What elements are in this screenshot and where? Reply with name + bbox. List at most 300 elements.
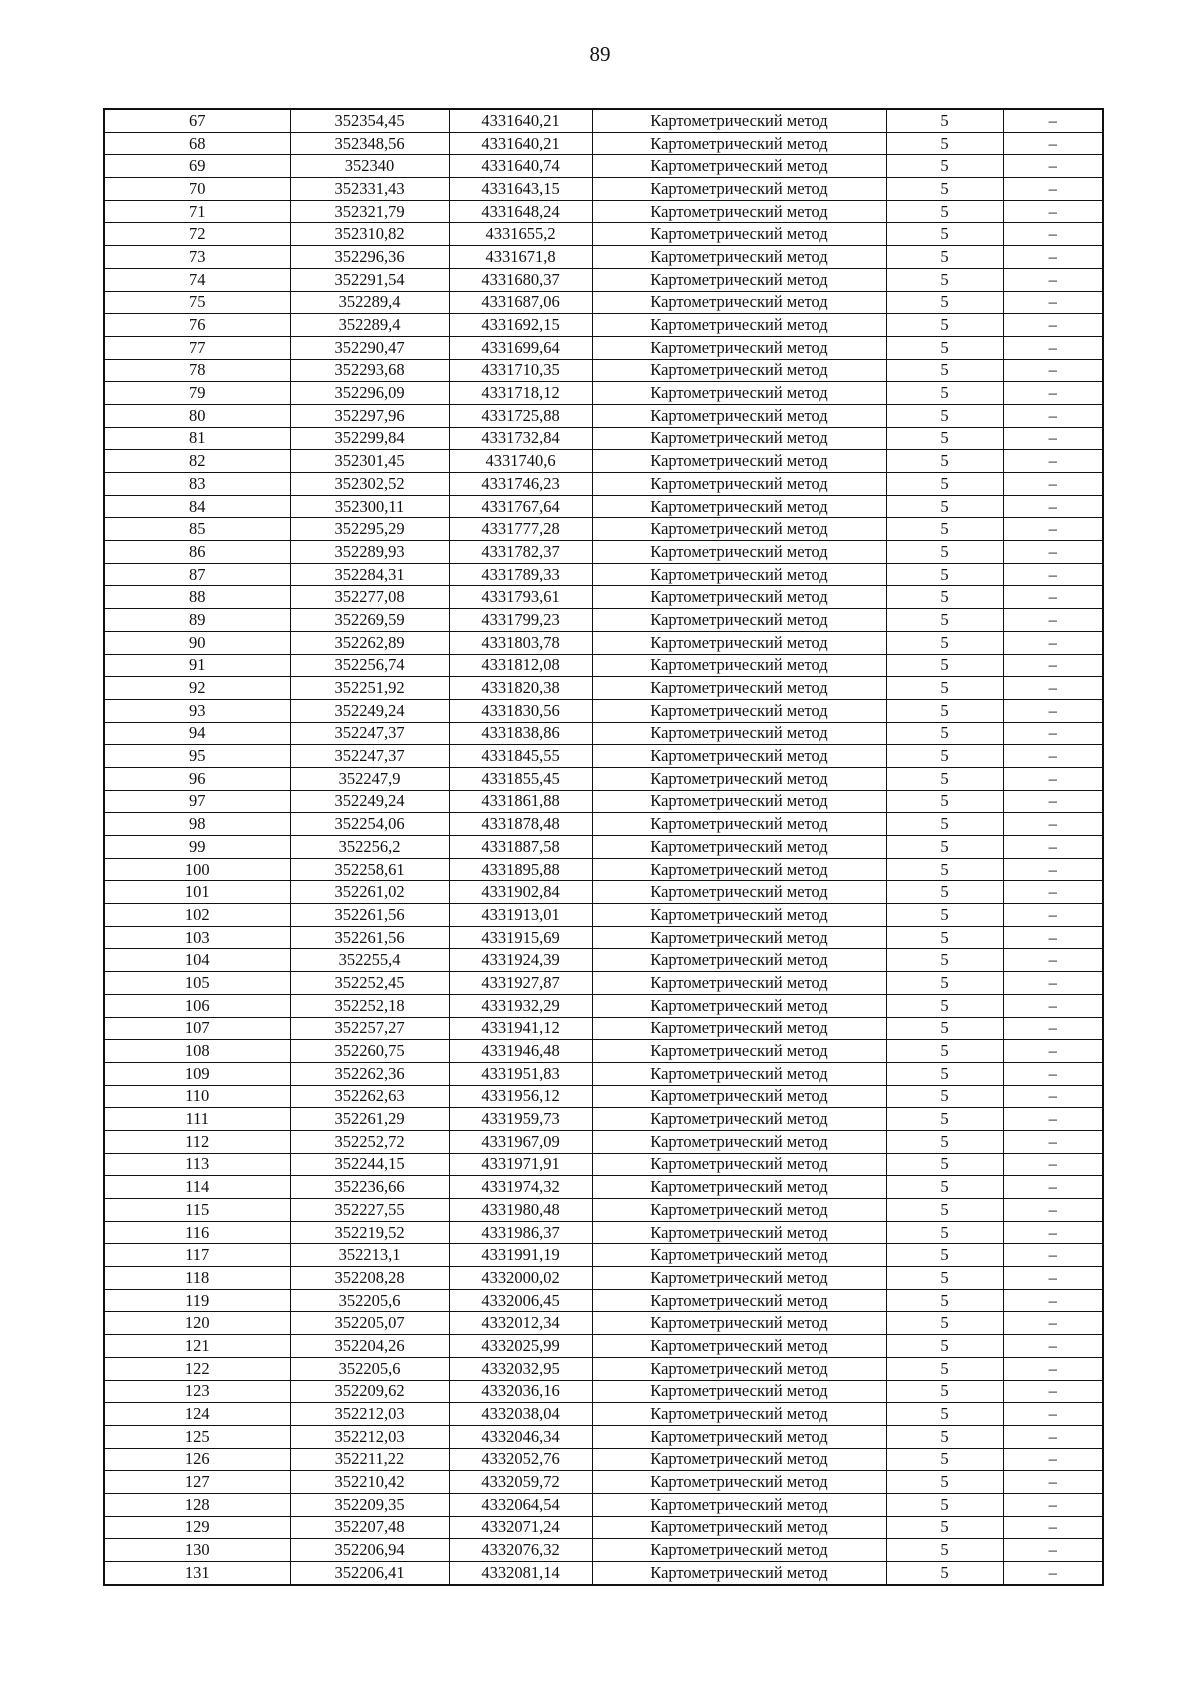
accuracy-cell: 5 bbox=[886, 314, 1003, 337]
point-number-cell: 71 bbox=[104, 200, 290, 223]
description-cell: – bbox=[1003, 722, 1103, 745]
point-number-cell: 122 bbox=[104, 1357, 290, 1380]
x-coordinate-cell: 352254,06 bbox=[290, 813, 449, 836]
table-row bbox=[104, 109, 1103, 132]
accuracy-cell: 5 bbox=[886, 813, 1003, 836]
description-cell: – bbox=[1003, 178, 1103, 201]
accuracy-cell: 5 bbox=[886, 291, 1003, 314]
method-cell: Картометрический метод bbox=[592, 382, 886, 405]
x-coordinate-cell: 352261,56 bbox=[290, 904, 449, 927]
description-cell: – bbox=[1003, 586, 1103, 609]
accuracy-cell: 5 bbox=[886, 1199, 1003, 1222]
x-coordinate-cell: 352208,28 bbox=[290, 1267, 449, 1290]
point-number-cell: 99 bbox=[104, 836, 290, 859]
point-number-cell: 131 bbox=[104, 1562, 290, 1585]
accuracy-cell: 5 bbox=[886, 1425, 1003, 1448]
description-cell: – bbox=[1003, 109, 1103, 132]
point-number-cell: 98 bbox=[104, 813, 290, 836]
table-row bbox=[104, 1199, 1103, 1222]
point-number-cell: 126 bbox=[104, 1448, 290, 1471]
accuracy-cell: 5 bbox=[886, 382, 1003, 405]
point-number-cell: 81 bbox=[104, 427, 290, 450]
method-cell: Картометрический метод bbox=[592, 1380, 886, 1403]
description-cell: – bbox=[1003, 1244, 1103, 1267]
method-cell: Картометрический метод bbox=[592, 268, 886, 291]
description-cell: – bbox=[1003, 1267, 1103, 1290]
method-cell: Картометрический метод bbox=[592, 858, 886, 881]
accuracy-cell: 5 bbox=[886, 1471, 1003, 1494]
accuracy-cell: 5 bbox=[886, 563, 1003, 586]
description-cell: – bbox=[1003, 518, 1103, 541]
table-row bbox=[104, 1380, 1103, 1403]
x-coordinate-cell: 352207,48 bbox=[290, 1516, 449, 1539]
point-number-cell: 108 bbox=[104, 1040, 290, 1063]
table-row bbox=[104, 518, 1103, 541]
description-cell: – bbox=[1003, 1130, 1103, 1153]
point-number-cell: 100 bbox=[104, 858, 290, 881]
table-row bbox=[104, 314, 1103, 337]
x-coordinate-cell: 352261,02 bbox=[290, 881, 449, 904]
accuracy-cell: 5 bbox=[886, 404, 1003, 427]
description-cell: – bbox=[1003, 1221, 1103, 1244]
description-cell: – bbox=[1003, 382, 1103, 405]
table-row bbox=[104, 291, 1103, 314]
y-coordinate-cell: 4331789,33 bbox=[449, 563, 592, 586]
description-cell: – bbox=[1003, 654, 1103, 677]
table-row bbox=[104, 404, 1103, 427]
accuracy-cell: 5 bbox=[886, 1085, 1003, 1108]
accuracy-cell: 5 bbox=[886, 926, 1003, 949]
method-cell: Картометрический метод bbox=[592, 541, 886, 564]
method-cell: Картометрический метод bbox=[592, 1267, 886, 1290]
table-row bbox=[104, 1562, 1103, 1585]
method-cell: Картометрический метод bbox=[592, 586, 886, 609]
description-cell: – bbox=[1003, 1493, 1103, 1516]
table-row bbox=[104, 382, 1103, 405]
point-number-cell: 93 bbox=[104, 699, 290, 722]
description-cell: – bbox=[1003, 359, 1103, 382]
description-cell: – bbox=[1003, 1153, 1103, 1176]
point-number-cell: 90 bbox=[104, 631, 290, 654]
y-coordinate-cell: 4331680,37 bbox=[449, 268, 592, 291]
point-number-cell: 127 bbox=[104, 1471, 290, 1494]
y-coordinate-cell: 4331959,73 bbox=[449, 1108, 592, 1131]
accuracy-cell: 5 bbox=[886, 541, 1003, 564]
x-coordinate-cell: 352296,36 bbox=[290, 246, 449, 269]
y-coordinate-cell: 4331986,37 bbox=[449, 1221, 592, 1244]
method-cell: Картометрический метод bbox=[592, 1130, 886, 1153]
table-row bbox=[104, 745, 1103, 768]
point-number-cell: 101 bbox=[104, 881, 290, 904]
point-number-cell: 77 bbox=[104, 336, 290, 359]
table-row bbox=[104, 223, 1103, 246]
x-coordinate-cell: 352255,4 bbox=[290, 949, 449, 972]
x-coordinate-cell: 352211,22 bbox=[290, 1448, 449, 1471]
x-coordinate-cell: 352213,1 bbox=[290, 1244, 449, 1267]
description-cell: – bbox=[1003, 495, 1103, 518]
y-coordinate-cell: 4332052,76 bbox=[449, 1448, 592, 1471]
method-cell: Картометрический метод bbox=[592, 1289, 886, 1312]
description-cell: – bbox=[1003, 541, 1103, 564]
y-coordinate-cell: 4331820,38 bbox=[449, 677, 592, 700]
x-coordinate-cell: 352295,29 bbox=[290, 518, 449, 541]
x-coordinate-cell: 352219,52 bbox=[290, 1221, 449, 1244]
y-coordinate-cell: 4331767,64 bbox=[449, 495, 592, 518]
method-cell: Картометрический метод bbox=[592, 291, 886, 314]
description-cell: – bbox=[1003, 813, 1103, 836]
accuracy-cell: 5 bbox=[886, 677, 1003, 700]
table-row bbox=[104, 858, 1103, 881]
point-number-cell: 130 bbox=[104, 1539, 290, 1562]
table-row bbox=[104, 1040, 1103, 1063]
accuracy-cell: 5 bbox=[886, 495, 1003, 518]
method-cell: Картометрический метод bbox=[592, 1516, 886, 1539]
x-coordinate-cell: 352210,42 bbox=[290, 1471, 449, 1494]
x-coordinate-cell: 352300,11 bbox=[290, 495, 449, 518]
description-cell: – bbox=[1003, 336, 1103, 359]
table-row bbox=[104, 881, 1103, 904]
description-cell: – bbox=[1003, 132, 1103, 155]
method-cell: Картометрический метод bbox=[592, 1199, 886, 1222]
description-cell: – bbox=[1003, 881, 1103, 904]
method-cell: Картометрический метод bbox=[592, 836, 886, 859]
method-cell: Картометрический метод bbox=[592, 450, 886, 473]
description-cell: – bbox=[1003, 1062, 1103, 1085]
method-cell: Картометрический метод bbox=[592, 1448, 886, 1471]
y-coordinate-cell: 4332076,32 bbox=[449, 1539, 592, 1562]
point-number-cell: 104 bbox=[104, 949, 290, 972]
accuracy-cell: 5 bbox=[886, 1130, 1003, 1153]
table-row bbox=[104, 654, 1103, 677]
method-cell: Картометрический метод bbox=[592, 473, 886, 496]
point-number-cell: 121 bbox=[104, 1335, 290, 1358]
method-cell: Картометрический метод bbox=[592, 677, 886, 700]
table-row bbox=[104, 926, 1103, 949]
x-coordinate-cell: 352290,47 bbox=[290, 336, 449, 359]
description-cell: – bbox=[1003, 1199, 1103, 1222]
description-cell: – bbox=[1003, 473, 1103, 496]
y-coordinate-cell: 4331974,32 bbox=[449, 1176, 592, 1199]
accuracy-cell: 5 bbox=[886, 745, 1003, 768]
table-row bbox=[104, 767, 1103, 790]
table-row bbox=[104, 200, 1103, 223]
x-coordinate-cell: 352340 bbox=[290, 155, 449, 178]
x-coordinate-cell: 352205,6 bbox=[290, 1357, 449, 1380]
y-coordinate-cell: 4331777,28 bbox=[449, 518, 592, 541]
table-row bbox=[104, 904, 1103, 927]
table-row bbox=[104, 495, 1103, 518]
y-coordinate-cell: 4331799,23 bbox=[449, 609, 592, 632]
method-cell: Картометрический метод bbox=[592, 200, 886, 223]
description-cell: – bbox=[1003, 1108, 1103, 1131]
method-cell: Картометрический метод bbox=[592, 178, 886, 201]
y-coordinate-cell: 4331718,12 bbox=[449, 382, 592, 405]
method-cell: Картометрический метод bbox=[592, 790, 886, 813]
x-coordinate-cell: 352293,68 bbox=[290, 359, 449, 382]
y-coordinate-cell: 4332059,72 bbox=[449, 1471, 592, 1494]
x-coordinate-cell: 352236,66 bbox=[290, 1176, 449, 1199]
method-cell: Картометрический метод bbox=[592, 1425, 886, 1448]
table-row bbox=[104, 427, 1103, 450]
point-number-cell: 95 bbox=[104, 745, 290, 768]
x-coordinate-cell: 352348,56 bbox=[290, 132, 449, 155]
method-cell: Картометрический метод bbox=[592, 155, 886, 178]
x-coordinate-cell: 352206,94 bbox=[290, 1539, 449, 1562]
y-coordinate-cell: 4331915,69 bbox=[449, 926, 592, 949]
point-number-cell: 75 bbox=[104, 291, 290, 314]
point-number-cell: 103 bbox=[104, 926, 290, 949]
point-number-cell: 110 bbox=[104, 1085, 290, 1108]
point-number-cell: 107 bbox=[104, 1017, 290, 1040]
accuracy-cell: 5 bbox=[886, 631, 1003, 654]
point-number-cell: 74 bbox=[104, 268, 290, 291]
point-number-cell: 105 bbox=[104, 972, 290, 995]
y-coordinate-cell: 4331887,58 bbox=[449, 836, 592, 859]
accuracy-cell: 5 bbox=[886, 200, 1003, 223]
method-cell: Картометрический метод bbox=[592, 926, 886, 949]
y-coordinate-cell: 4331732,84 bbox=[449, 427, 592, 450]
description-cell: – bbox=[1003, 858, 1103, 881]
y-coordinate-cell: 4331902,84 bbox=[449, 881, 592, 904]
description-cell: – bbox=[1003, 427, 1103, 450]
method-cell: Картометрический метод bbox=[592, 1085, 886, 1108]
y-coordinate-cell: 4331692,15 bbox=[449, 314, 592, 337]
description-cell: – bbox=[1003, 246, 1103, 269]
y-coordinate-cell: 4331967,09 bbox=[449, 1130, 592, 1153]
coordinates-table-body bbox=[104, 109, 1103, 1585]
accuracy-cell: 5 bbox=[886, 1562, 1003, 1585]
accuracy-cell: 5 bbox=[886, 586, 1003, 609]
table-row bbox=[104, 790, 1103, 813]
x-coordinate-cell: 352262,89 bbox=[290, 631, 449, 654]
method-cell: Картометрический метод bbox=[592, 609, 886, 632]
description-cell: – bbox=[1003, 994, 1103, 1017]
accuracy-cell: 5 bbox=[886, 359, 1003, 382]
description-cell: – bbox=[1003, 631, 1103, 654]
method-cell: Картометрический метод bbox=[592, 654, 886, 677]
point-number-cell: 78 bbox=[104, 359, 290, 382]
y-coordinate-cell: 4331991,19 bbox=[449, 1244, 592, 1267]
point-number-cell: 85 bbox=[104, 518, 290, 541]
table-row bbox=[104, 450, 1103, 473]
description-cell: – bbox=[1003, 745, 1103, 768]
description-cell: – bbox=[1003, 767, 1103, 790]
table-row bbox=[104, 972, 1103, 995]
accuracy-cell: 5 bbox=[886, 336, 1003, 359]
point-number-cell: 112 bbox=[104, 1130, 290, 1153]
table-row bbox=[104, 155, 1103, 178]
description-cell: – bbox=[1003, 1335, 1103, 1358]
description-cell: – bbox=[1003, 291, 1103, 314]
x-coordinate-cell: 352247,9 bbox=[290, 767, 449, 790]
y-coordinate-cell: 4331855,45 bbox=[449, 767, 592, 790]
description-cell: – bbox=[1003, 699, 1103, 722]
page-number: 89 bbox=[589, 42, 611, 66]
point-number-cell: 91 bbox=[104, 654, 290, 677]
table-row bbox=[104, 1108, 1103, 1131]
method-cell: Картометрический метод bbox=[592, 1221, 886, 1244]
table-row bbox=[104, 631, 1103, 654]
method-cell: Картометрический метод bbox=[592, 1471, 886, 1494]
point-number-cell: 73 bbox=[104, 246, 290, 269]
point-number-cell: 109 bbox=[104, 1062, 290, 1085]
y-coordinate-cell: 4331895,88 bbox=[449, 858, 592, 881]
method-cell: Картометрический метод bbox=[592, 767, 886, 790]
y-coordinate-cell: 4332036,16 bbox=[449, 1380, 592, 1403]
method-cell: Картометрический метод bbox=[592, 132, 886, 155]
y-coordinate-cell: 4332025,99 bbox=[449, 1335, 592, 1358]
x-coordinate-cell: 352297,96 bbox=[290, 404, 449, 427]
method-cell: Картометрический метод bbox=[592, 1357, 886, 1380]
point-number-cell: 125 bbox=[104, 1425, 290, 1448]
x-coordinate-cell: 352301,45 bbox=[290, 450, 449, 473]
description-cell: – bbox=[1003, 926, 1103, 949]
y-coordinate-cell: 4331924,39 bbox=[449, 949, 592, 972]
point-number-cell: 92 bbox=[104, 677, 290, 700]
accuracy-cell: 5 bbox=[886, 654, 1003, 677]
table-row bbox=[104, 1289, 1103, 1312]
description-cell: – bbox=[1003, 1357, 1103, 1380]
point-number-cell: 111 bbox=[104, 1108, 290, 1131]
table-row bbox=[104, 1221, 1103, 1244]
accuracy-cell: 5 bbox=[886, 1312, 1003, 1335]
method-cell: Картометрический метод bbox=[592, 813, 886, 836]
point-number-cell: 80 bbox=[104, 404, 290, 427]
accuracy-cell: 5 bbox=[886, 1493, 1003, 1516]
y-coordinate-cell: 4331932,29 bbox=[449, 994, 592, 1017]
x-coordinate-cell: 352262,63 bbox=[290, 1085, 449, 1108]
table-row bbox=[104, 994, 1103, 1017]
point-number-cell: 124 bbox=[104, 1403, 290, 1426]
point-number-cell: 118 bbox=[104, 1267, 290, 1290]
point-number-cell: 89 bbox=[104, 609, 290, 632]
description-cell: – bbox=[1003, 1516, 1103, 1539]
description-cell: – bbox=[1003, 972, 1103, 995]
point-number-cell: 82 bbox=[104, 450, 290, 473]
accuracy-cell: 5 bbox=[886, 427, 1003, 450]
table-row bbox=[104, 1153, 1103, 1176]
description-cell: – bbox=[1003, 1380, 1103, 1403]
x-coordinate-cell: 352354,45 bbox=[290, 109, 449, 132]
accuracy-cell: 5 bbox=[886, 1335, 1003, 1358]
x-coordinate-cell: 352331,43 bbox=[290, 178, 449, 201]
point-number-cell: 84 bbox=[104, 495, 290, 518]
description-cell: – bbox=[1003, 949, 1103, 972]
table-row bbox=[104, 1062, 1103, 1085]
y-coordinate-cell: 4331648,24 bbox=[449, 200, 592, 223]
table-row bbox=[104, 1017, 1103, 1040]
y-coordinate-cell: 4331971,91 bbox=[449, 1153, 592, 1176]
accuracy-cell: 5 bbox=[886, 790, 1003, 813]
table-row bbox=[104, 1516, 1103, 1539]
x-coordinate-cell: 352212,03 bbox=[290, 1403, 449, 1426]
accuracy-cell: 5 bbox=[886, 1108, 1003, 1131]
accuracy-cell: 5 bbox=[886, 246, 1003, 269]
point-number-cell: 114 bbox=[104, 1176, 290, 1199]
accuracy-cell: 5 bbox=[886, 1448, 1003, 1471]
accuracy-cell: 5 bbox=[886, 155, 1003, 178]
x-coordinate-cell: 352289,93 bbox=[290, 541, 449, 564]
y-coordinate-cell: 4331803,78 bbox=[449, 631, 592, 654]
x-coordinate-cell: 352302,52 bbox=[290, 473, 449, 496]
accuracy-cell: 5 bbox=[886, 881, 1003, 904]
point-number-cell: 70 bbox=[104, 178, 290, 201]
y-coordinate-cell: 4332064,54 bbox=[449, 1493, 592, 1516]
accuracy-cell: 5 bbox=[886, 1040, 1003, 1063]
method-cell: Картометрический метод bbox=[592, 1312, 886, 1335]
method-cell: Картометрический метод bbox=[592, 699, 886, 722]
table-row bbox=[104, 246, 1103, 269]
y-coordinate-cell: 4332038,04 bbox=[449, 1403, 592, 1426]
coordinates-table bbox=[103, 108, 1104, 1586]
description-cell: – bbox=[1003, 677, 1103, 700]
accuracy-cell: 5 bbox=[886, 699, 1003, 722]
table-row bbox=[104, 813, 1103, 836]
y-coordinate-cell: 4332012,34 bbox=[449, 1312, 592, 1335]
y-coordinate-cell: 4331699,64 bbox=[449, 336, 592, 359]
description-cell: – bbox=[1003, 404, 1103, 427]
method-cell: Картометрический метод bbox=[592, 223, 886, 246]
x-coordinate-cell: 352269,59 bbox=[290, 609, 449, 632]
accuracy-cell: 5 bbox=[886, 1539, 1003, 1562]
accuracy-cell: 5 bbox=[886, 1403, 1003, 1426]
method-cell: Картометрический метод bbox=[592, 904, 886, 927]
y-coordinate-cell: 4331793,61 bbox=[449, 586, 592, 609]
point-number-cell: 72 bbox=[104, 223, 290, 246]
table-row bbox=[104, 1335, 1103, 1358]
method-cell: Картометрический метод bbox=[592, 336, 886, 359]
point-number-cell: 128 bbox=[104, 1493, 290, 1516]
table-row bbox=[104, 677, 1103, 700]
point-number-cell: 117 bbox=[104, 1244, 290, 1267]
accuracy-cell: 5 bbox=[886, 1062, 1003, 1085]
accuracy-cell: 5 bbox=[886, 1244, 1003, 1267]
y-coordinate-cell: 4331710,35 bbox=[449, 359, 592, 382]
y-coordinate-cell: 4331927,87 bbox=[449, 972, 592, 995]
accuracy-cell: 5 bbox=[886, 268, 1003, 291]
description-cell: – bbox=[1003, 609, 1103, 632]
x-coordinate-cell: 352209,62 bbox=[290, 1380, 449, 1403]
table-row bbox=[104, 699, 1103, 722]
x-coordinate-cell: 352289,4 bbox=[290, 314, 449, 337]
x-coordinate-cell: 352205,6 bbox=[290, 1289, 449, 1312]
y-coordinate-cell: 4332071,24 bbox=[449, 1516, 592, 1539]
method-cell: Картометрический метод bbox=[592, 949, 886, 972]
table-row bbox=[104, 1312, 1103, 1335]
x-coordinate-cell: 352206,41 bbox=[290, 1562, 449, 1585]
x-coordinate-cell: 352247,37 bbox=[290, 722, 449, 745]
method-cell: Картометрический метод bbox=[592, 1335, 886, 1358]
description-cell: – bbox=[1003, 1448, 1103, 1471]
method-cell: Картометрический метод bbox=[592, 314, 886, 337]
accuracy-cell: 5 bbox=[886, 1221, 1003, 1244]
y-coordinate-cell: 4331643,15 bbox=[449, 178, 592, 201]
x-coordinate-cell: 352252,18 bbox=[290, 994, 449, 1017]
description-cell: – bbox=[1003, 1017, 1103, 1040]
point-number-cell: 88 bbox=[104, 586, 290, 609]
method-cell: Картометрический метод bbox=[592, 563, 886, 586]
method-cell: Картометрический метод bbox=[592, 1493, 886, 1516]
description-cell: – bbox=[1003, 268, 1103, 291]
description-cell: – bbox=[1003, 1403, 1103, 1426]
y-coordinate-cell: 4331655,2 bbox=[449, 223, 592, 246]
description-cell: – bbox=[1003, 1085, 1103, 1108]
accuracy-cell: 5 bbox=[886, 518, 1003, 541]
table-row bbox=[104, 1085, 1103, 1108]
x-coordinate-cell: 352252,72 bbox=[290, 1130, 449, 1153]
y-coordinate-cell: 4331687,06 bbox=[449, 291, 592, 314]
accuracy-cell: 5 bbox=[886, 450, 1003, 473]
